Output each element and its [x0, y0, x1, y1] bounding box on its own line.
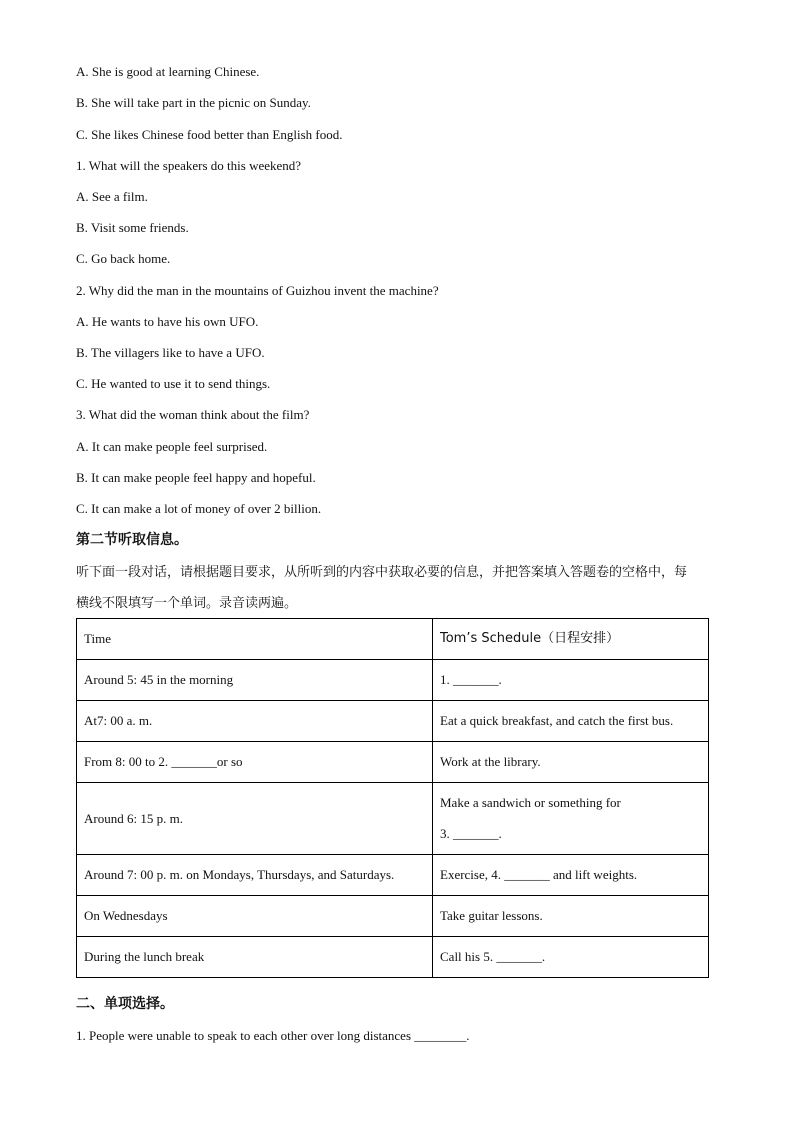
- table-cell-time: At7: 00 a. m.: [77, 701, 433, 742]
- table-cell-schedule: Eat a quick breakfast, and catch the first bus.: [433, 701, 709, 742]
- table-cell-time: During the lunch break: [77, 937, 433, 978]
- question-1: 1. What will the speakers do this weekend?: [76, 158, 302, 173]
- table-cell-time: Around 5: 45 in the morning: [77, 660, 433, 701]
- section2-instruction-line2: 横线不限填写一个单词。录音读两遍。: [76, 596, 298, 611]
- q2-option-b: B. The villagers like to have a UFO.: [76, 345, 265, 360]
- table-cell-time: Around 7: 00 p. m. on Mondays, Thursdays, and Saturdays.: [77, 855, 433, 896]
- table-cell-schedule: Take guitar lessons.: [433, 896, 709, 937]
- q3-option-a: A. It can make people feel surprised.: [76, 439, 268, 454]
- table-row: [77, 701, 709, 742]
- table-cell-schedule: Work at the library.: [433, 742, 709, 783]
- option-b-text: B. She will take part in the picnic on Sunday.: [76, 95, 311, 110]
- part2-heading: 二、单项选择。: [76, 996, 174, 1012]
- q1-option-b: B. Visit some friends.: [76, 220, 189, 235]
- table-cell-time: Around 6: 15 p. m.: [77, 783, 433, 855]
- header-schedule: Tom’s Schedule（日程安排）: [433, 619, 709, 660]
- q2-option-a: A. He wants to have his own UFO.: [76, 314, 259, 329]
- table-row: [77, 937, 709, 978]
- q1-option-c: C. Go back home.: [76, 251, 171, 266]
- schedule-line-2: 3. _______.: [440, 826, 502, 841]
- question-2: 2. Why did the man in the mountains of Guizhou invent the machine?: [76, 283, 439, 298]
- table-cell-time: On Wednesdays: [77, 896, 433, 937]
- section2-heading: 第二节听取信息。: [76, 532, 188, 548]
- option-c-text: C. She likes Chinese food better than English food.: [76, 127, 343, 142]
- q3-option-b: B. It can make people feel happy and hopeful.: [76, 470, 316, 485]
- schedule-table: [76, 618, 709, 978]
- table-row: [77, 742, 709, 783]
- option-a-text: A. She is good at learning Chinese.: [76, 64, 260, 79]
- table-row: [77, 660, 709, 701]
- table-cell-schedule: 1. _______.: [433, 660, 709, 701]
- table-cell-schedule: [433, 783, 709, 855]
- q3-option-c: C. It can make a lot of money of over 2 billion.: [76, 501, 322, 516]
- table-cell-schedule: Exercise, 4. _______ and lift weights.: [433, 855, 709, 896]
- table-row: [77, 855, 709, 896]
- section2-instruction-line1: 听下面一段对话，请根据题目要求，从所听到的内容中获取必要的信息，并把答案填入答题卷的空格中，每: [76, 565, 688, 580]
- table-header-row: [77, 619, 709, 660]
- table-row: [77, 783, 709, 855]
- q2-option-c: C. He wanted to use it to send things.: [76, 376, 271, 391]
- q1-option-a: A. See a film.: [76, 189, 148, 204]
- table-cell-schedule: Call his 5. _______.: [433, 937, 709, 978]
- part2-question-1: 1. People were unable to speak to each other over long distances ________.: [76, 1028, 470, 1043]
- table-row: [77, 896, 709, 937]
- table-cell-time: From 8: 00 to 2. _______or so: [77, 742, 433, 783]
- header-time: Time: [77, 619, 433, 660]
- schedule-line-1: Make a sandwich or something for: [440, 795, 621, 810]
- question-3: 3. What did the woman think about the film?: [76, 407, 310, 422]
